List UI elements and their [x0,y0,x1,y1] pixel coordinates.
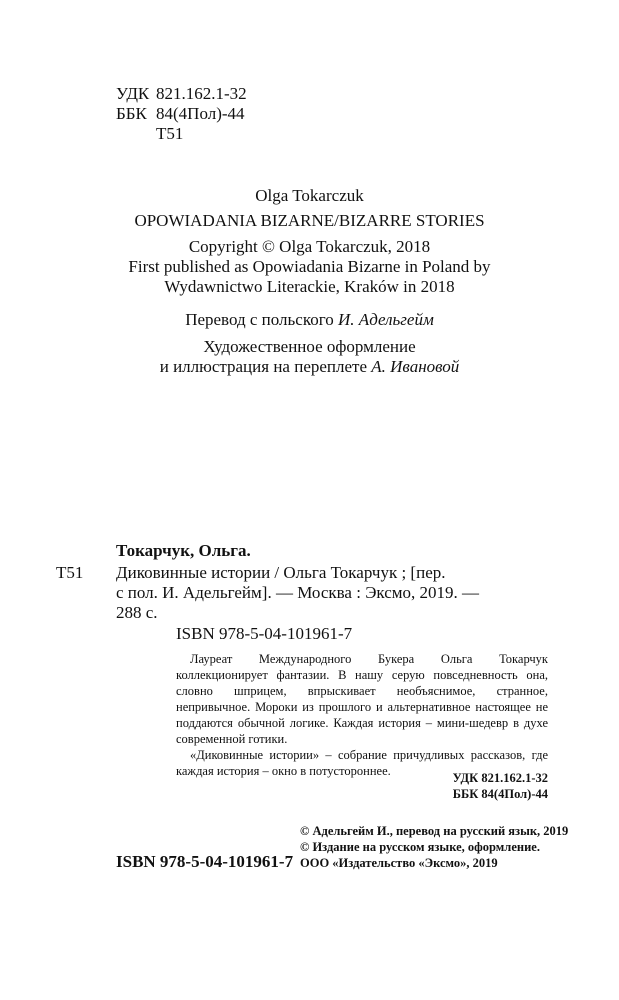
udk-value: 821.162.1-32 [156,84,247,103]
original-title: OPOWIADANIA BIZARNE/BIZARRE STORIES [134,211,485,230]
copyright-line: Copyright © Olga Tokarczuk, 2018 [188,237,431,256]
udk-label: УДК [116,84,150,103]
design-credit-line-1: Художественное оформление [203,337,416,356]
design-credit-line-2 [0,357,619,377]
annotation [176,651,548,779]
first-published-line-1: First published as Opowiadania Bizarne in Poland by [128,257,491,276]
author-mark: Т51 [156,124,184,143]
catalog-entry [56,563,506,623]
first-published-line-2: Wydawnictwo Literackie, Kraków in 2018 [164,277,455,296]
copyright-translation: © Адельгейм И., перевод на русский язык, 2019 [300,824,569,838]
catalog-heading: Токарчук, Ольга. [116,541,251,560]
catalog-line-3: 288 с. [116,603,158,622]
bbk-label: ББК [116,104,147,123]
translation-credit [0,310,619,330]
translation-prefix: Перевод с польского [185,310,339,329]
isbn-bottom: ISBN 978-5-04-101961-7 [116,852,294,871]
translator-name: И. Адельгейм [338,310,434,329]
annotation-paragraph-2: «Диковинные истории» – собрание причудливых рассказов, где каждая история – окно в потустороннее. [176,748,548,778]
catalog-isbn: ISBN 978-5-04-101961-7 [176,624,353,643]
small-classification-codes [0,770,548,802]
copyright-notices [300,823,568,871]
catalog-code: Т51 [56,563,84,582]
classification-codes [116,84,247,144]
original-author: Olga Tokarczuk [255,186,364,205]
udk-row [116,84,247,104]
small-bbk: ББК 84(4Пол)-44 [452,787,548,801]
bbk-value: 84(4Пол)-44 [156,104,245,123]
designer-name: А. Ивановой [371,357,460,376]
copyright-publisher: ООО «Издательство «Эксмо», 2019 [300,856,498,870]
copyright-edition: © Издание на русском языке, оформление. [300,840,540,854]
bbk-row [116,104,247,124]
catalog-line-2: с пол. И. Адельгейм]. — Москва : Эксмо, 2019. — [116,583,480,602]
design-prefix: и иллюстрация на переплете [159,357,372,376]
annotation-paragraph-1: Лауреат Международного Букера Ольга Токарчук коллекционирует фантазии. В нашу серую повседневность она, словно шприцем, впрыскивает необъяснимое, странное, непривычное. Мороки из прошлого и альтернативное настоящее не поддаются обычной логике. Каждая история – мини-шедевр в духе современной готики. [176,652,548,746]
small-udk: УДК 821.162.1-32 [452,771,548,785]
catalog-text-1: Диковинные истории / Ольга Токарчук ; [пер. [116,563,446,582]
catalog-line-1 [56,563,446,583]
author-mark-row [116,124,247,144]
